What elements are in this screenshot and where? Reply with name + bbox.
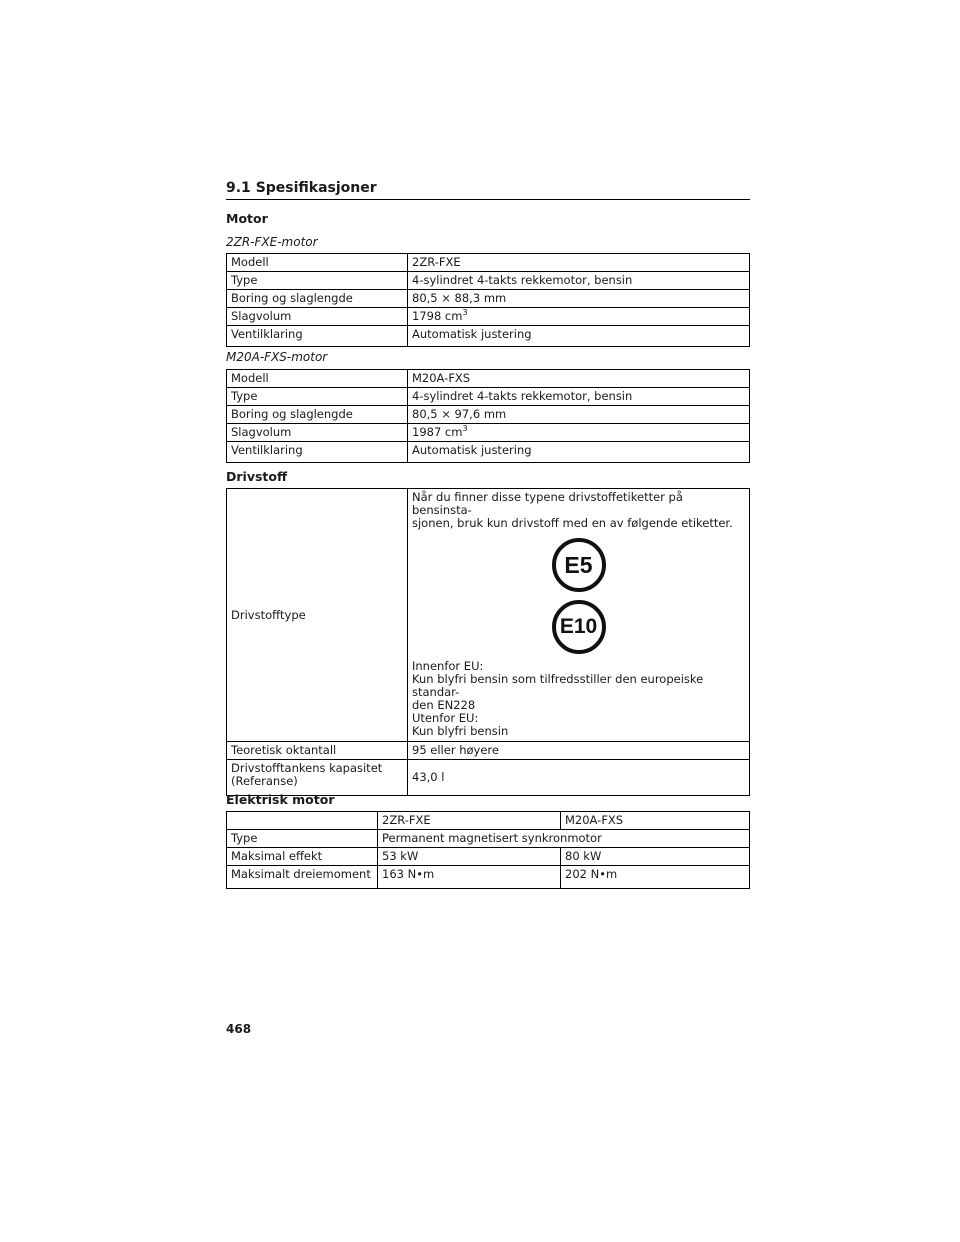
fuel-table <box>226 488 750 796</box>
page-number: 468 <box>226 1022 252 1036</box>
row-value: 53 kW <box>378 848 561 866</box>
row-value: 2ZR-FXE <box>408 254 750 272</box>
electric-heading: Elektrisk motor <box>226 792 335 807</box>
in-eu-text: den EN228 <box>412 698 476 712</box>
row-value: Automatisk justering <box>408 442 750 463</box>
volume-exponent: 3 <box>462 308 468 318</box>
table-row <box>227 370 750 388</box>
in-eu-label: Innenfor EU: <box>412 659 484 673</box>
column-header: M20A-FXS <box>561 812 750 830</box>
row-label: Ventilklaring <box>227 326 408 347</box>
row-value: 202 N•m <box>561 866 750 889</box>
spec-table-2zr <box>226 253 750 347</box>
row-value: 80,5 × 97,6 mm <box>408 406 750 424</box>
row-value: 80 kW <box>561 848 750 866</box>
column-header <box>227 812 378 830</box>
section-title: Spesifikasjoner <box>255 180 377 196</box>
out-eu-text: Kun blyfri bensin <box>412 724 509 738</box>
row-label: Type <box>227 830 378 848</box>
table-row <box>227 830 750 848</box>
in-eu-text: Kun blyfri bensin som tilfredsstiller den europeiske standar- <box>412 672 704 699</box>
volume-value: 1987 cm <box>412 425 463 439</box>
e5-fuel-label-icon: E5 <box>552 538 606 592</box>
tank-label-line: Drivstofftankens kapasitet <box>231 761 383 775</box>
row-label: Type <box>227 388 408 406</box>
row-label: Slagvolum <box>227 308 408 326</box>
motor-heading: Motor <box>226 211 268 226</box>
row-value: Automatisk justering <box>408 326 750 347</box>
table-row <box>227 326 750 347</box>
row-value: 4-sylindret 4-takts rekkemotor, bensin <box>408 272 750 290</box>
row-value: 80,5 × 88,3 mm <box>408 290 750 308</box>
table-row <box>227 290 750 308</box>
row-label: Boring og slaglengde <box>227 290 408 308</box>
row-value: Permanent magnetisert synkronmotor <box>378 830 750 848</box>
row-label: Modell <box>227 254 408 272</box>
row-value <box>408 424 750 442</box>
fuel-label-badges <box>412 530 745 660</box>
tank-label <box>227 760 408 796</box>
table-row <box>227 866 750 889</box>
table-row <box>227 424 750 442</box>
section-number: 9.1 <box>226 180 251 196</box>
electric-motor-table <box>226 811 750 889</box>
table-header-row <box>227 812 750 830</box>
row-label: Ventilklaring <box>227 442 408 463</box>
fuel-type-label: Drivstofftype <box>227 489 408 742</box>
table-row <box>227 848 750 866</box>
row-value: 4-sylindret 4-takts rekkemotor, bensin <box>408 388 750 406</box>
table-row <box>227 254 750 272</box>
engine-label-2zr: 2ZR-FXE-motor <box>226 235 318 249</box>
table-row <box>227 760 750 796</box>
spec-table-m20a <box>226 369 750 463</box>
table-row <box>227 388 750 406</box>
row-label: Maksimal effekt <box>227 848 378 866</box>
table-row <box>227 308 750 326</box>
engine-label-m20a: M20A-FXS-motor <box>226 350 328 364</box>
section-heading <box>226 180 750 200</box>
fuel-intro-line: sjonen, bruk kun drivstoff med en av følgende etiketter. <box>412 516 733 530</box>
row-value: M20A-FXS <box>408 370 750 388</box>
table-row <box>227 272 750 290</box>
table-row <box>227 489 750 742</box>
table-row <box>227 406 750 424</box>
table-row <box>227 742 750 760</box>
fuel-intro-line: Når du finner disse typene drivstoffetiketter på bensinsta- <box>412 490 683 517</box>
octane-value: 95 eller høyere <box>408 742 750 760</box>
row-label: Modell <box>227 370 408 388</box>
volume-value: 1798 cm <box>412 309 463 323</box>
fuel-type-value <box>408 489 750 742</box>
out-eu-label: Utenfor EU: <box>412 711 479 725</box>
octane-label: Teoretisk oktantall <box>227 742 408 760</box>
column-header: 2ZR-FXE <box>378 812 561 830</box>
row-label: Type <box>227 272 408 290</box>
fuel-heading: Drivstoff <box>226 469 288 484</box>
row-value <box>408 308 750 326</box>
row-label: Maksimalt dreiemoment <box>227 866 378 889</box>
tank-label-line: (Referanse) <box>231 774 298 788</box>
e10-fuel-label-icon: E10 <box>552 600 606 654</box>
row-label: Slagvolum <box>227 424 408 442</box>
row-value: 163 N•m <box>378 866 561 889</box>
table-row <box>227 442 750 463</box>
volume-exponent: 3 <box>462 424 468 434</box>
tank-value: 43,0 l <box>408 760 750 796</box>
row-label: Boring og slaglengde <box>227 406 408 424</box>
